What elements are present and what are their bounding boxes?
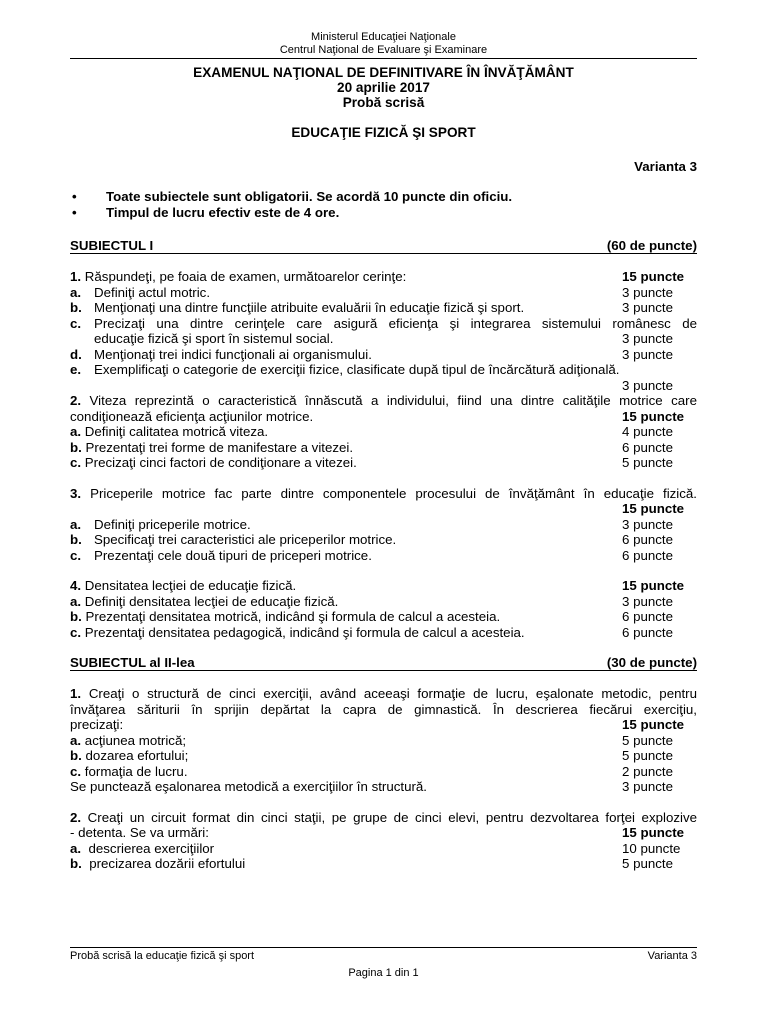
rule-item: • Toate subiectele sunt obligatorii. Se acordă 10 puncte din oficiu. bbox=[70, 189, 697, 205]
item-text: descrierea exerciţiilor bbox=[88, 840, 215, 856]
item-points: 10 puncte bbox=[622, 840, 681, 856]
item-points: 2 puncte bbox=[622, 763, 674, 779]
item-text: Prezentaţi densitatea motrică, indicând şi formula de calcul a acesteia. bbox=[85, 609, 501, 624]
s2-q1 bbox=[70, 686, 697, 702]
question-number: 2. bbox=[70, 393, 82, 408]
section-1-title: SUBIECTUL I bbox=[70, 238, 154, 253]
question-points: 15 puncte bbox=[622, 269, 685, 284]
item-points: 3 puncte bbox=[622, 377, 674, 393]
item-points: 3 puncte bbox=[622, 284, 674, 300]
item-points: 3 puncte bbox=[622, 779, 674, 794]
s1-q1-c-cont bbox=[70, 331, 697, 347]
exam-page bbox=[70, 0, 697, 1024]
item-points: 6 puncte bbox=[622, 532, 674, 547]
page-header bbox=[70, 0, 697, 57]
footer-divider bbox=[70, 947, 697, 948]
item-label: a. bbox=[70, 840, 82, 856]
exam-test-type: Probă scrisă bbox=[342, 95, 425, 110]
item-label: a. bbox=[70, 732, 82, 748]
s2-q2-b bbox=[70, 856, 697, 872]
item-label: a. bbox=[70, 593, 82, 609]
item-text: Menţionaţi trei indici funcţionali ai organismului. bbox=[94, 346, 372, 362]
item-label: d. bbox=[70, 346, 82, 362]
s1-q2-b bbox=[70, 440, 697, 456]
s2-q1-a bbox=[70, 733, 697, 749]
section-1-points: (60 de puncte) bbox=[606, 238, 697, 253]
s1-q1-a bbox=[70, 285, 697, 301]
item-points: 3 puncte bbox=[622, 593, 674, 609]
question-text: Răspundeţi, pe foaia de examen, următoarelor cerinţe: bbox=[84, 269, 407, 284]
item-label: b. bbox=[70, 856, 82, 871]
item-text: formaţia de lucru. bbox=[84, 763, 188, 779]
question-number: 1. bbox=[70, 269, 82, 284]
s1-q1-e bbox=[70, 362, 697, 378]
item-text: Specificaţi trei caracteristici ale priceperilor motrice. bbox=[94, 532, 397, 547]
page-footer bbox=[70, 947, 697, 980]
question-text: condiţionează eficienţa acţiunilor motrice. bbox=[70, 408, 314, 424]
s1-q2-a bbox=[70, 424, 697, 440]
item-points: 4 puncte bbox=[622, 424, 674, 439]
item-points: 3 puncte bbox=[622, 516, 674, 532]
item-text: Exemplificaţi o categorie de exerciţii fizice, clasificate după tipul de încărcătură adiţională. bbox=[94, 362, 620, 377]
header-divider bbox=[70, 58, 697, 59]
item-text: Precizaţi una dintre cerinţele care asigură eficienţa şi integrarea sistemului românesc de bbox=[94, 315, 697, 331]
item-points: 3 puncte bbox=[622, 346, 674, 362]
s2-q2-a bbox=[70, 841, 697, 857]
s2-q2-cont bbox=[70, 825, 697, 841]
question-text: Priceperile motrice fac parte dintre componentele procesului de învăţământ în educaţie fizică. bbox=[90, 485, 697, 501]
question-text: Creaţi un circuit format din cinci staţii, pe grupe de cinci elevi, pentru dezvoltarea forţei explozive bbox=[87, 809, 697, 825]
s1-q3-a bbox=[70, 517, 697, 533]
page-number: Pagina 1 din 1 bbox=[348, 967, 419, 979]
s2-q1-cont: învăţarea săriturii în sprijin depărtat la capra de gimnastică. În descrierea fiecărui exerciţiu, bbox=[70, 701, 697, 717]
item-points: 5 puncte bbox=[622, 748, 674, 763]
item-text: Definiţi densitatea lecţiei de educaţie fizică. bbox=[84, 593, 339, 609]
item-text: Menţionaţi una dintre funcţiile atribuite evaluării în educaţie fizică şi sport. bbox=[94, 300, 525, 315]
exam-subject: EDUCAŢIE FIZICĂ ŞI SPORT bbox=[291, 125, 476, 140]
item-label: b. bbox=[70, 300, 82, 315]
item-points: 6 puncte bbox=[622, 624, 674, 640]
item-label: c. bbox=[70, 547, 82, 563]
s2-q1-b bbox=[70, 748, 697, 764]
item-label: c. bbox=[70, 315, 82, 331]
s1-q4-a bbox=[70, 594, 697, 610]
item-label: a. bbox=[70, 516, 82, 532]
question-text: Densitatea lecţiei de educaţie fizică. bbox=[84, 578, 297, 593]
section-2-title: SUBIECTUL al II-lea bbox=[70, 655, 195, 670]
item-points: 5 puncte bbox=[622, 732, 674, 748]
s2-q1-cont2 bbox=[70, 717, 697, 733]
s1-q3-b bbox=[70, 532, 697, 548]
s1-q4-c bbox=[70, 625, 697, 641]
footer-variant: Varianta 3 bbox=[647, 950, 697, 962]
item-label: a. bbox=[70, 284, 82, 300]
item-label: a. bbox=[70, 424, 82, 439]
section-2-points: (30 de puncte) bbox=[606, 655, 697, 670]
item-points: 6 puncte bbox=[622, 439, 674, 455]
question-text: Creaţi o structură de cinci exerciţii, având aceeaşi formaţie de lucru, eşalonate metodic, pentru bbox=[88, 686, 697, 701]
question-points: 15 puncte bbox=[622, 408, 685, 424]
s1-q3 bbox=[70, 486, 697, 502]
item-text: Prezentaţi densitatea pedagogică, indicând şi formula de calcul a acesteia. bbox=[84, 624, 525, 640]
exam-date: 20 aprilie 2017 bbox=[337, 80, 430, 95]
question-points: 15 puncte bbox=[622, 717, 685, 732]
item-points: 5 puncte bbox=[622, 856, 674, 871]
question-points: 15 puncte bbox=[622, 578, 685, 593]
item-label: c. bbox=[70, 624, 82, 640]
question-number: 2. bbox=[70, 809, 82, 825]
item-text: Prezentaţi trei forme de manifestare a vitezei. bbox=[85, 439, 354, 455]
item-text: Prezentaţi cele două tipuri de priceperi motrice. bbox=[94, 547, 372, 563]
question-number: 1. bbox=[70, 686, 82, 701]
s2-q2 bbox=[70, 810, 697, 826]
item-label: e. bbox=[70, 362, 82, 377]
item-text: dozarea efortului; bbox=[85, 748, 189, 763]
item-label: b. bbox=[70, 532, 82, 547]
item-label: b. bbox=[70, 748, 82, 763]
s1-q4-b bbox=[70, 609, 697, 625]
item-label: b. bbox=[70, 609, 82, 624]
s1-q1-c bbox=[70, 316, 697, 332]
question-text: - detenta. Se va urmări: bbox=[70, 825, 209, 840]
question-text: Viteza reprezintă o caracteristică înnăscută a individului, fiind una dintre calităţile motrice care bbox=[89, 393, 697, 408]
s2-q1-note bbox=[70, 779, 697, 795]
section-2-heading bbox=[70, 655, 697, 671]
center-name: Centrul Naţional de Evaluare şi Examinare bbox=[279, 44, 488, 56]
s1-q2-cont bbox=[70, 409, 697, 425]
question-points: 15 puncte bbox=[622, 501, 685, 516]
item-points: 3 puncte bbox=[622, 331, 674, 346]
ministry-name: Ministerul Educaţiei Naţionale bbox=[311, 31, 456, 43]
item-points: 5 puncte bbox=[622, 455, 674, 470]
item-points: 3 puncte bbox=[622, 300, 674, 315]
exam-title: EXAMENUL NAŢIONAL DE DEFINITIVARE ÎN ÎNVĂŢĂMÂNT bbox=[193, 65, 574, 80]
s1-q2 bbox=[70, 393, 697, 409]
question-number: 4. bbox=[70, 578, 82, 593]
s1-q4 bbox=[70, 578, 697, 594]
item-text: Definiţi priceperile motrice. bbox=[94, 516, 251, 532]
item-text: Definiţi actul motric. bbox=[94, 284, 211, 300]
footer-test-name: Probă scrisă la educaţie fizică şi sport bbox=[70, 950, 255, 962]
variant-label: Varianta 3 bbox=[634, 159, 697, 174]
exam-rules bbox=[70, 189, 697, 221]
s1-q1 bbox=[70, 269, 697, 285]
s1-q3-c bbox=[70, 548, 697, 564]
item-text: educaţie fizică şi sport în sistemul social. bbox=[94, 331, 334, 346]
question-text: precizaţi: bbox=[70, 717, 124, 732]
question-points: 15 puncte bbox=[622, 825, 685, 840]
rule-item: • Timpul de lucru efectiv este de 4 ore. bbox=[70, 205, 697, 221]
s2-q1-c bbox=[70, 764, 697, 780]
item-text: precizarea dozării efortului bbox=[89, 856, 246, 871]
s1-q1-d bbox=[70, 347, 697, 363]
s1-q1-b bbox=[70, 300, 697, 316]
section-1-heading bbox=[70, 238, 697, 254]
s1-q2-c bbox=[70, 455, 697, 471]
question-number: 3. bbox=[70, 485, 82, 501]
item-text: acţiunea motrică; bbox=[84, 732, 187, 748]
item-points: 6 puncte bbox=[622, 609, 674, 624]
item-points: 6 puncte bbox=[622, 547, 674, 563]
item-label: c. bbox=[70, 763, 82, 779]
item-label: b. bbox=[70, 439, 82, 455]
s1-q3-points-row bbox=[70, 501, 697, 517]
item-text: Precizaţi cinci factori de condiţionare a vitezei. bbox=[84, 455, 357, 470]
s1-q1-e-points-row bbox=[70, 378, 697, 394]
item-text: Se punctează eşalonarea metodică a exerciţiilor în structură. bbox=[70, 779, 427, 794]
item-text: Definiţi calitatea motrică viteza. bbox=[84, 424, 269, 439]
item-label: c. bbox=[70, 455, 82, 470]
